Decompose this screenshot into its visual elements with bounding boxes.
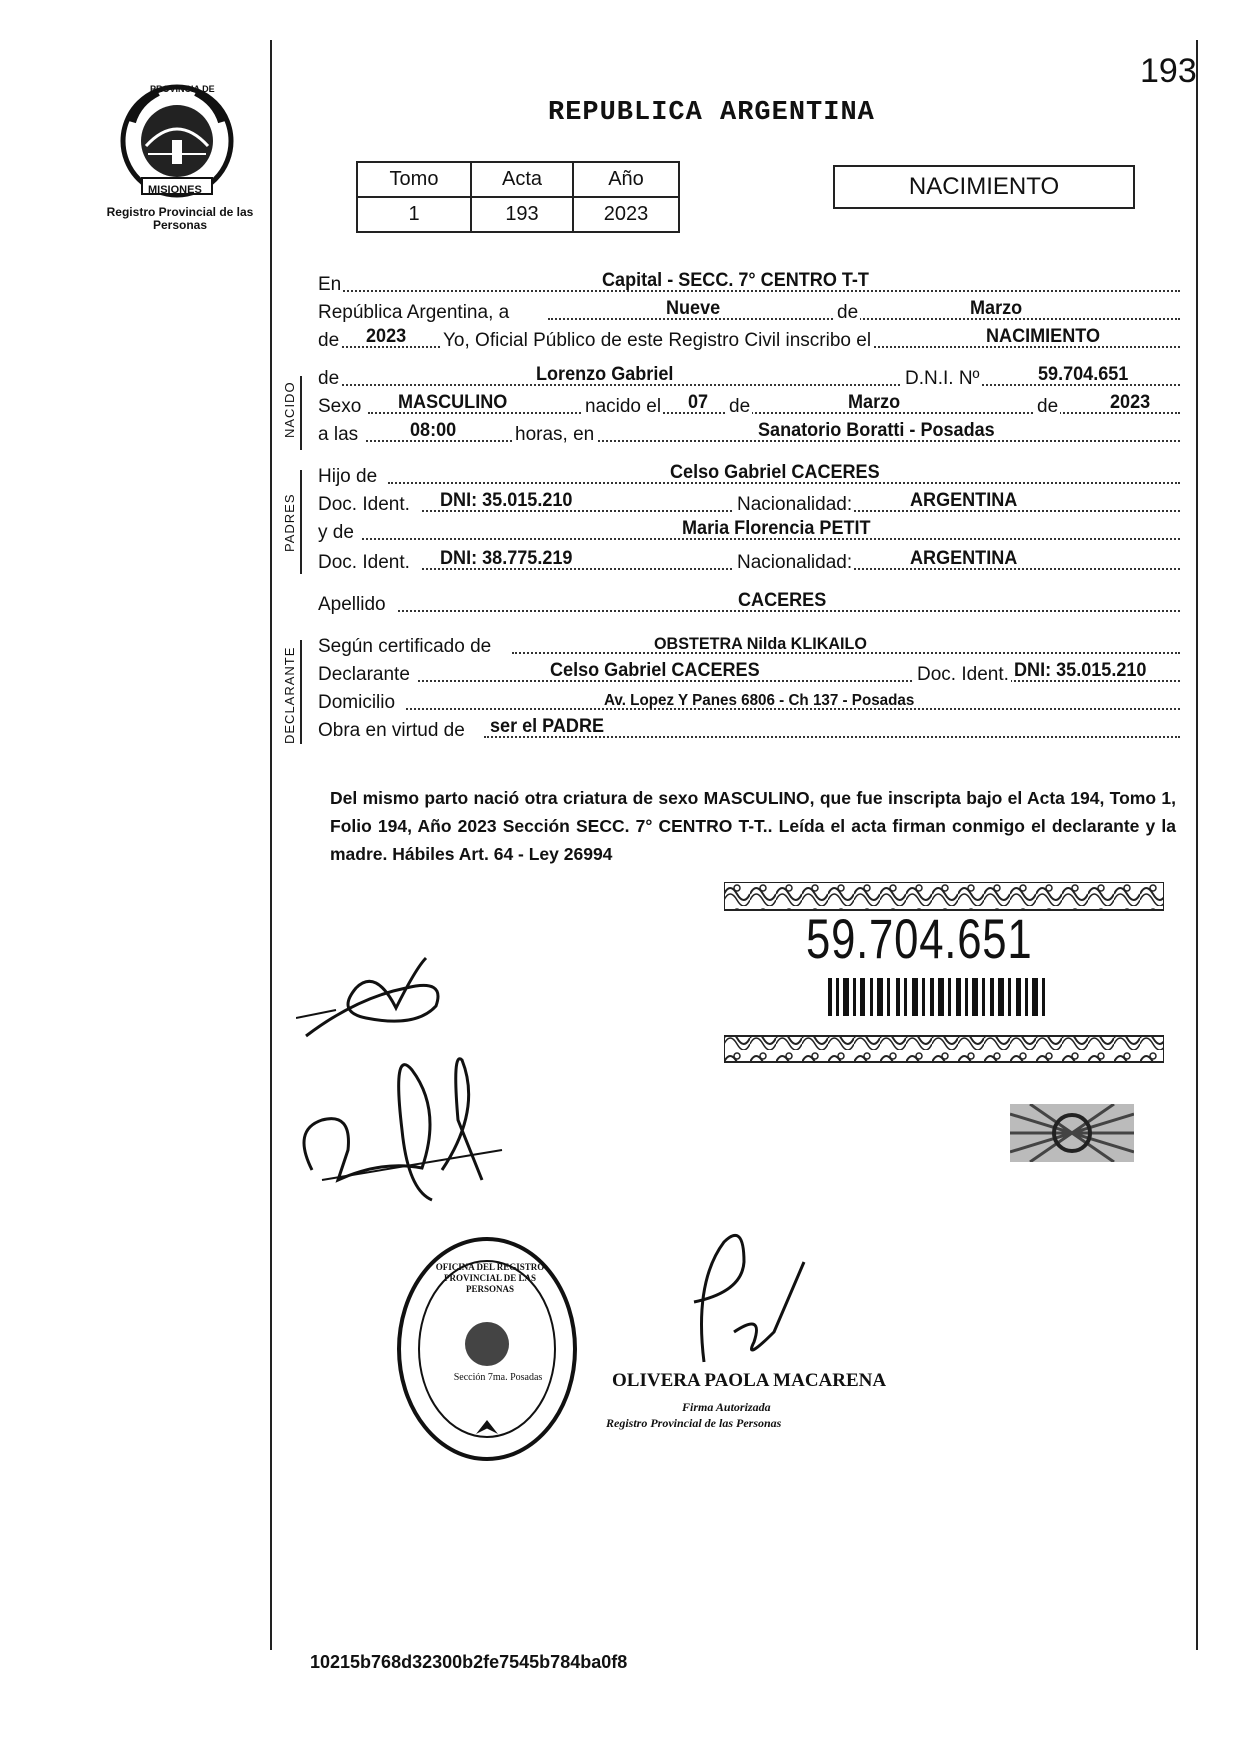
- de-label: de: [834, 302, 860, 324]
- logo-text-bottom: MISIONES: [148, 184, 202, 196]
- nombre-value: Lorenzo Gabriel: [536, 364, 674, 385]
- lugar-value: Sanatorio Boratti - Posadas: [758, 420, 995, 441]
- registry-caption: Registro Provincial de las Personas: [106, 205, 254, 232]
- row-madre: [318, 518, 1180, 546]
- acta-header: Acta: [471, 162, 573, 197]
- en-value: Capital - SECC. 7° CENTRO T-T: [602, 270, 869, 291]
- decl-doc-label: Doc. Ident.: [914, 664, 1011, 686]
- nac-de2-label: de: [1034, 396, 1060, 418]
- sexo-value: MASCULINO: [398, 392, 508, 413]
- apellido-label: Apellido: [318, 594, 386, 615]
- barcode-bars: [828, 978, 1045, 1016]
- country-title: REPUBLICA ARGENTINA: [548, 98, 875, 128]
- certificado-value: OBSTETRA Nilda KLIKAILO: [654, 634, 867, 653]
- decl-doc-value: DNI: 35.015.210: [1014, 660, 1147, 681]
- row-sexo: [318, 392, 1180, 420]
- row-obra: [318, 716, 1180, 744]
- dia-value: Nueve: [666, 298, 721, 319]
- record-number-table: [356, 161, 680, 233]
- sexo-label: Sexo: [318, 396, 362, 417]
- madre-value: Maria Florencia PETIT: [682, 518, 871, 539]
- side-label-declarante: DECLARANTE: [282, 646, 297, 744]
- mother-signature: [282, 1050, 512, 1220]
- obra-value: ser el PADRE: [490, 716, 605, 737]
- a-las-label: a las: [318, 424, 359, 445]
- de2-label: de: [318, 330, 340, 351]
- doc1-label: Doc. Ident.: [318, 494, 410, 515]
- row-apellido: [318, 590, 1180, 618]
- padres-bracket: [300, 470, 302, 574]
- obra-label: Obra en virtud de: [318, 720, 465, 741]
- row-doc1: [318, 490, 1180, 518]
- signatory-registry: Registro Provincial de las Personas: [606, 1416, 782, 1430]
- doc1-value: DNI: 35.015.210: [440, 490, 573, 511]
- hijo-label: Hijo de: [318, 466, 378, 487]
- left-margin-line: [270, 40, 272, 1650]
- row-oficial: [318, 326, 1180, 354]
- dni-value: 59.704.651: [1038, 364, 1129, 385]
- nac1-value: ARGENTINA: [910, 490, 1018, 511]
- domicilio-value: Av. Lopez Y Panes 6806 - Ch 137 - Posadas: [604, 692, 915, 709]
- certificado-label: Según certificado de: [318, 636, 492, 657]
- row-doc2: [318, 548, 1180, 576]
- row-nombre: [318, 364, 1180, 392]
- acto-value: NACIMIENTO: [986, 326, 1100, 347]
- nac-de-label: de: [726, 396, 752, 418]
- nac1-label: Nacionalidad:: [734, 494, 854, 516]
- hora-value: 08:00: [410, 420, 457, 441]
- officer-signature: [664, 1222, 814, 1372]
- yde-label: y de: [318, 522, 354, 543]
- domicilio-label: Domicilio: [318, 692, 396, 713]
- row-hora: [318, 420, 1180, 448]
- nac-dia-value: 07: [688, 392, 709, 413]
- row-declarante: [318, 660, 1180, 688]
- oficial-label: Yo, Oficial Público de este Registro Civil inscribo el: [440, 330, 873, 352]
- right-margin-line: [1196, 40, 1198, 1650]
- doc2-value: DNI: 38.775.219: [440, 548, 573, 569]
- tomo-value: 1: [357, 197, 471, 232]
- side-label-nacido: NACIDO: [282, 381, 297, 438]
- anio-header: Año: [573, 162, 679, 197]
- mes-value: Marzo: [970, 298, 1023, 319]
- dni-label: D.N.I. Nº: [902, 368, 982, 390]
- side-label-padres: PADRES: [282, 493, 297, 552]
- anio-value: 2023: [573, 197, 679, 232]
- declarante-value: Celso Gabriel CACERES: [550, 660, 760, 681]
- horas-label: horas, en: [512, 424, 596, 446]
- multiple-birth-note: Del mismo parto nació otra criatura de sexo MASCULINO, que fue inscripta bajo el Acta 194, Tomo 1, Folio 194, Año 2023 Sección SECC. 7° CENTRO T-T.. Leída el acta firman conmigo el declarante y la madre. Hábiles Art. 64 - Ley 26994: [330, 788, 1176, 864]
- record-type-box: NACIMIENTO: [833, 165, 1135, 209]
- acta-value: 193: [471, 197, 573, 232]
- row-certificado: [318, 632, 1180, 660]
- signatory-role: Firma Autorizada: [682, 1400, 771, 1414]
- row-en: [318, 270, 1180, 298]
- signatory-name: OLIVERA PAOLA MACARENA: [612, 1370, 887, 1391]
- doc2-label: Doc. Ident.: [318, 552, 410, 573]
- en-label: En: [318, 274, 342, 295]
- apellido-value: CACERES: [738, 590, 827, 611]
- row-domicilio: [318, 688, 1180, 716]
- stamp-text: OFICINA DEL REGISTRO PROVINCIAL DE LAS PERSONAS: [435, 1262, 545, 1294]
- row-hijo: [318, 462, 1180, 490]
- barcode-number: 59.704.651: [806, 907, 1033, 970]
- declarante-label: Declarante: [318, 664, 410, 685]
- nacido-bracket: [300, 376, 302, 450]
- security-hologram: [1010, 1104, 1134, 1162]
- document-hash: 10215b768d32300b2fe7545b784ba0f8: [310, 1652, 628, 1672]
- nac2-label: Nacionalidad:: [734, 552, 854, 574]
- republica-label: República Argentina, a: [318, 302, 510, 323]
- nac2-value: ARGENTINA: [910, 548, 1018, 569]
- nacido-label: nacido el: [582, 396, 663, 418]
- page-number: 193: [1140, 52, 1197, 90]
- nac-anio-value: 2023: [1110, 392, 1151, 413]
- padre-value: Celso Gabriel CACERES: [670, 462, 880, 483]
- provincial-seal-logo: [118, 82, 236, 200]
- nombre-label: de: [318, 368, 340, 389]
- logo-text-top: PROVINCIA DE: [150, 84, 215, 94]
- stamp-inner-text: Sección 7ma. Posadas: [453, 1372, 543, 1383]
- row-republica: [318, 298, 1180, 326]
- tomo-header: Tomo: [357, 162, 471, 197]
- nac-mes-value: Marzo: [848, 392, 901, 413]
- anio-value: 2023: [366, 326, 407, 347]
- declarante-bracket: [300, 640, 302, 744]
- declarant-signature: [296, 948, 476, 1048]
